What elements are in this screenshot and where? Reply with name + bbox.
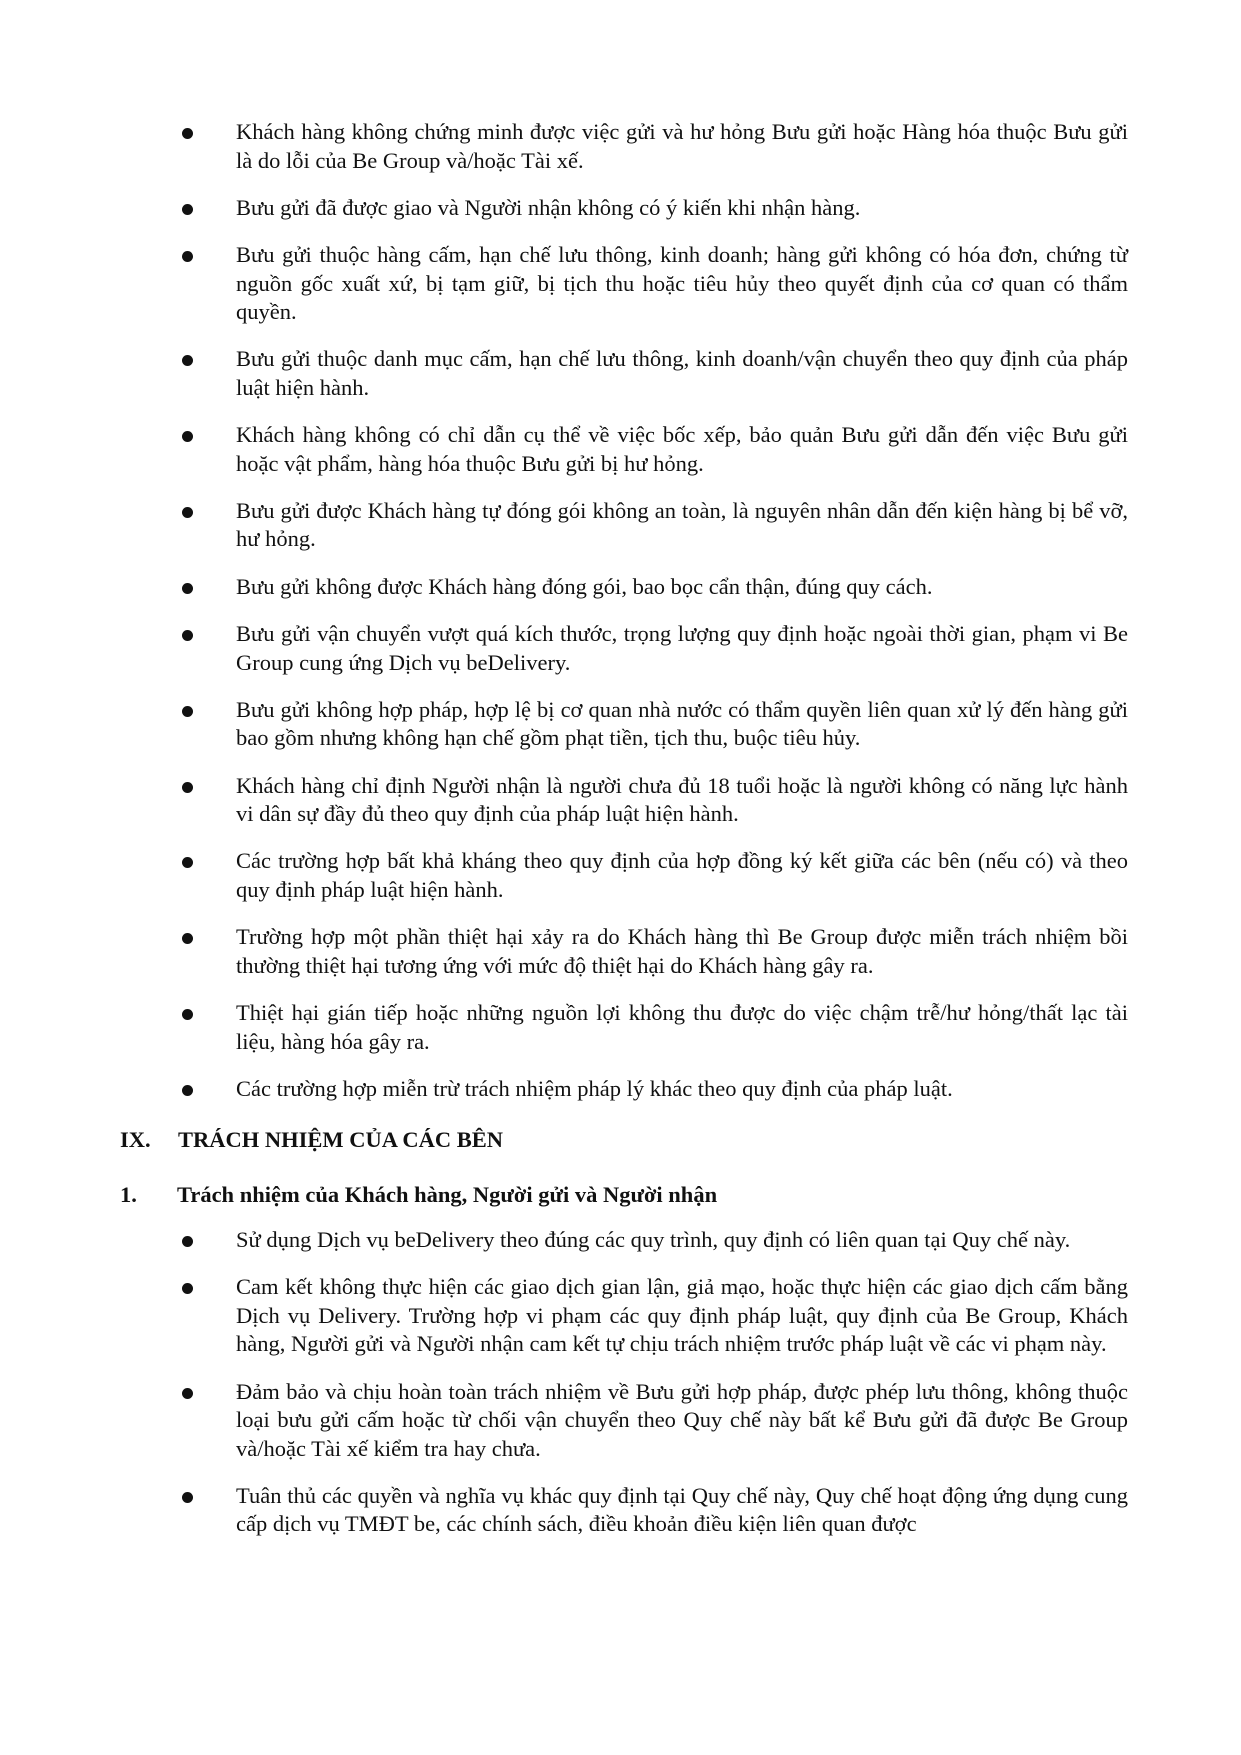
- bullet-dot-icon: [182, 857, 193, 868]
- bullet-dot-icon: [182, 706, 193, 717]
- bullet-text: • Khách hàng không có chỉ dẫn cụ thể về việc bốc xếp, bảo quản Bưu gửi dẫn đến việc Bưu gửi hoặc vật phẩm, hàng hóa thuộc Bưu gửi bị hư hỏng.: [236, 422, 1128, 476]
- list-item: [0, 497, 1241, 554]
- responsibility-bullet-list: [0, 1226, 1241, 1558]
- bullet-text: • Các trường hợp bất khả kháng theo quy định của hợp đồng ký kết giữa các bên (nếu có) và theo quy định pháp luật hiện hành.: [236, 848, 1128, 902]
- bullet-text: • Khách hàng không chứng minh được việc gửi và hư hỏng Bưu gửi hoặc Hàng hóa thuộc Bưu gửi là do lỗi của Be Group và/hoặc Tài xế.: [236, 119, 1128, 173]
- bullet-text: • Trường hợp một phần thiệt hại xảy ra do Khách hàng thì Be Group được miễn trách nhiệm bồi thường thiệt hại tương ứng với mức độ thiệt hại do Khách hàng gây ra.: [236, 924, 1128, 978]
- section-number: IX.: [120, 1127, 151, 1152]
- bullet-dot-icon: [182, 1009, 193, 1020]
- list-item: [0, 1273, 1241, 1359]
- list-item: [0, 573, 1241, 602]
- bullet-dot-icon: [182, 355, 193, 366]
- bullet-dot-icon: [182, 782, 193, 793]
- list-item: [0, 1226, 1241, 1255]
- bullet-text: • Tuân thủ các quyền và nghĩa vụ khác quy định tại Quy chế này, Quy chế hoạt động ứng dụng cung cấp dịch vụ TMĐT be, các chính sách, điều khoản điều kiện liên quan được: [236, 1482, 1128, 1537]
- bullet-text: • Đảm bảo và chịu hoàn toàn trách nhiệm về Bưu gửi hợp pháp, được phép lưu thông, không thuộc loại bưu gửi cấm hoặc từ chối vận chuyển theo Quy chế này bất kể Bưu gửi đã được Be Group và/hoặc Tài xế kiểm tra hay chưa.: [236, 1378, 1128, 1461]
- bullet-text: • Bưu gửi được Khách hàng tự đóng gói không an toàn, là nguyên nhân dẫn đến kiện hàng bị bể vỡ, hư hỏng.: [236, 497, 1128, 552]
- bullet-text: • Bưu gửi thuộc hàng cấm, hạn chế lưu thông, kinh doanh; hàng gửi không có hóa đơn, chứng từ nguồn gốc xuất xứ, bị tạm giữ, bị tịch thu hoặc tiêu hủy theo quyết định của cơ quan có thẩm quyền.: [236, 242, 1128, 325]
- bullet-text: • Khách hàng chỉ định Người nhận là người chưa đủ 18 tuổi hoặc là người không có năng lực hành vi dân sự đầy đủ theo quy định của pháp luật hiện hành.: [236, 772, 1128, 827]
- list-item: [0, 696, 1241, 753]
- list-item: [0, 118, 1241, 175]
- bullet-dot-icon: [182, 630, 193, 641]
- bullet-text: • Bưu gửi vận chuyển vượt quá kích thước, trọng lượng quy định hoặc ngoài thời gian, phạm vi Be Group cung ứng Dịch vụ beDelivery.: [236, 621, 1128, 675]
- bullet-text: • Sử dụng Dịch vụ beDelivery theo đúng các quy trình, quy định có liên quan tại Quy chế này.: [236, 1227, 1071, 1252]
- exemption-bullet-list: [0, 118, 1241, 1122]
- bullet-text: • Bưu gửi đã được giao và Người nhận không có ý kiến khi nhận hàng.: [236, 194, 861, 220]
- bullet-dot-icon: [182, 1085, 193, 1096]
- list-item: [0, 1482, 1241, 1539]
- list-item: [0, 1075, 1241, 1104]
- bullet-text: • Thiệt hại gián tiếp hoặc những nguồn lợi không thu được do việc chậm trễ/hư hỏng/thất lạc tài liệu, hàng hóa gây ra.: [236, 1000, 1128, 1054]
- subsection-heading: [120, 1181, 717, 1210]
- list-item: [0, 421, 1241, 478]
- list-item: [0, 847, 1241, 904]
- bullet-dot-icon: [182, 251, 193, 262]
- subsection-title: Trách nhiệm của Khách hàng, Người gửi và Người nhận: [177, 1182, 718, 1207]
- section-heading: [120, 1126, 503, 1155]
- list-item: [0, 1378, 1241, 1464]
- bullet-text: • Bưu gửi không hợp pháp, hợp lệ bị cơ quan nhà nước có thẩm quyền liên quan xử lý đến hàng gửi bao gồm nhưng không hạn chế gồm phạt tiền, tịch thu, buộc tiêu hủy.: [236, 696, 1128, 751]
- section-title: TRÁCH NHIỆM CỦA CÁC BÊN: [178, 1127, 504, 1152]
- list-item: [0, 194, 1241, 223]
- list-item: [0, 923, 1241, 980]
- bullet-dot-icon: [182, 933, 193, 944]
- list-item: [0, 345, 1241, 402]
- subsection-number: 1.: [120, 1182, 137, 1207]
- bullet-dot-icon: [182, 583, 193, 594]
- bullet-dot-icon: [182, 128, 193, 139]
- list-item: [0, 620, 1241, 677]
- bullet-text: • Bưu gửi thuộc danh mục cấm, hạn chế lưu thông, kinh doanh/vận chuyển theo quy định của pháp luật hiện hành.: [236, 346, 1128, 400]
- list-item: [0, 241, 1241, 327]
- bullet-dot-icon: [182, 1388, 193, 1399]
- bullet-dot-icon: [182, 431, 193, 442]
- bullet-text: • Cam kết không thực hiện các giao dịch gian lận, giả mạo, hoặc thực hiện các giao dịch cấm bằng Dịch vụ Delivery. Trường hợp vi phạm các quy định pháp luật, quy định của Be Group, Khách hàng, Người gửi và Người nhận cam kết tự chịu trách nhiệm trước pháp luật về các vi phạm này.: [236, 1274, 1128, 1357]
- bullet-dot-icon: [182, 1283, 193, 1294]
- bullet-text: • Các trường hợp miễn trừ trách nhiệm pháp lý khác theo quy định của pháp luật.: [236, 1075, 953, 1101]
- bullet-dot-icon: [182, 1492, 193, 1503]
- bullet-dot-icon: [182, 507, 193, 518]
- list-item: [0, 999, 1241, 1056]
- bullet-text: • Bưu gửi không được Khách hàng đóng gói, bao bọc cẩn thận, đúng quy cách.: [236, 573, 933, 599]
- bullet-dot-icon: [182, 1236, 193, 1247]
- list-item: [0, 772, 1241, 829]
- bullet-dot-icon: [182, 204, 193, 215]
